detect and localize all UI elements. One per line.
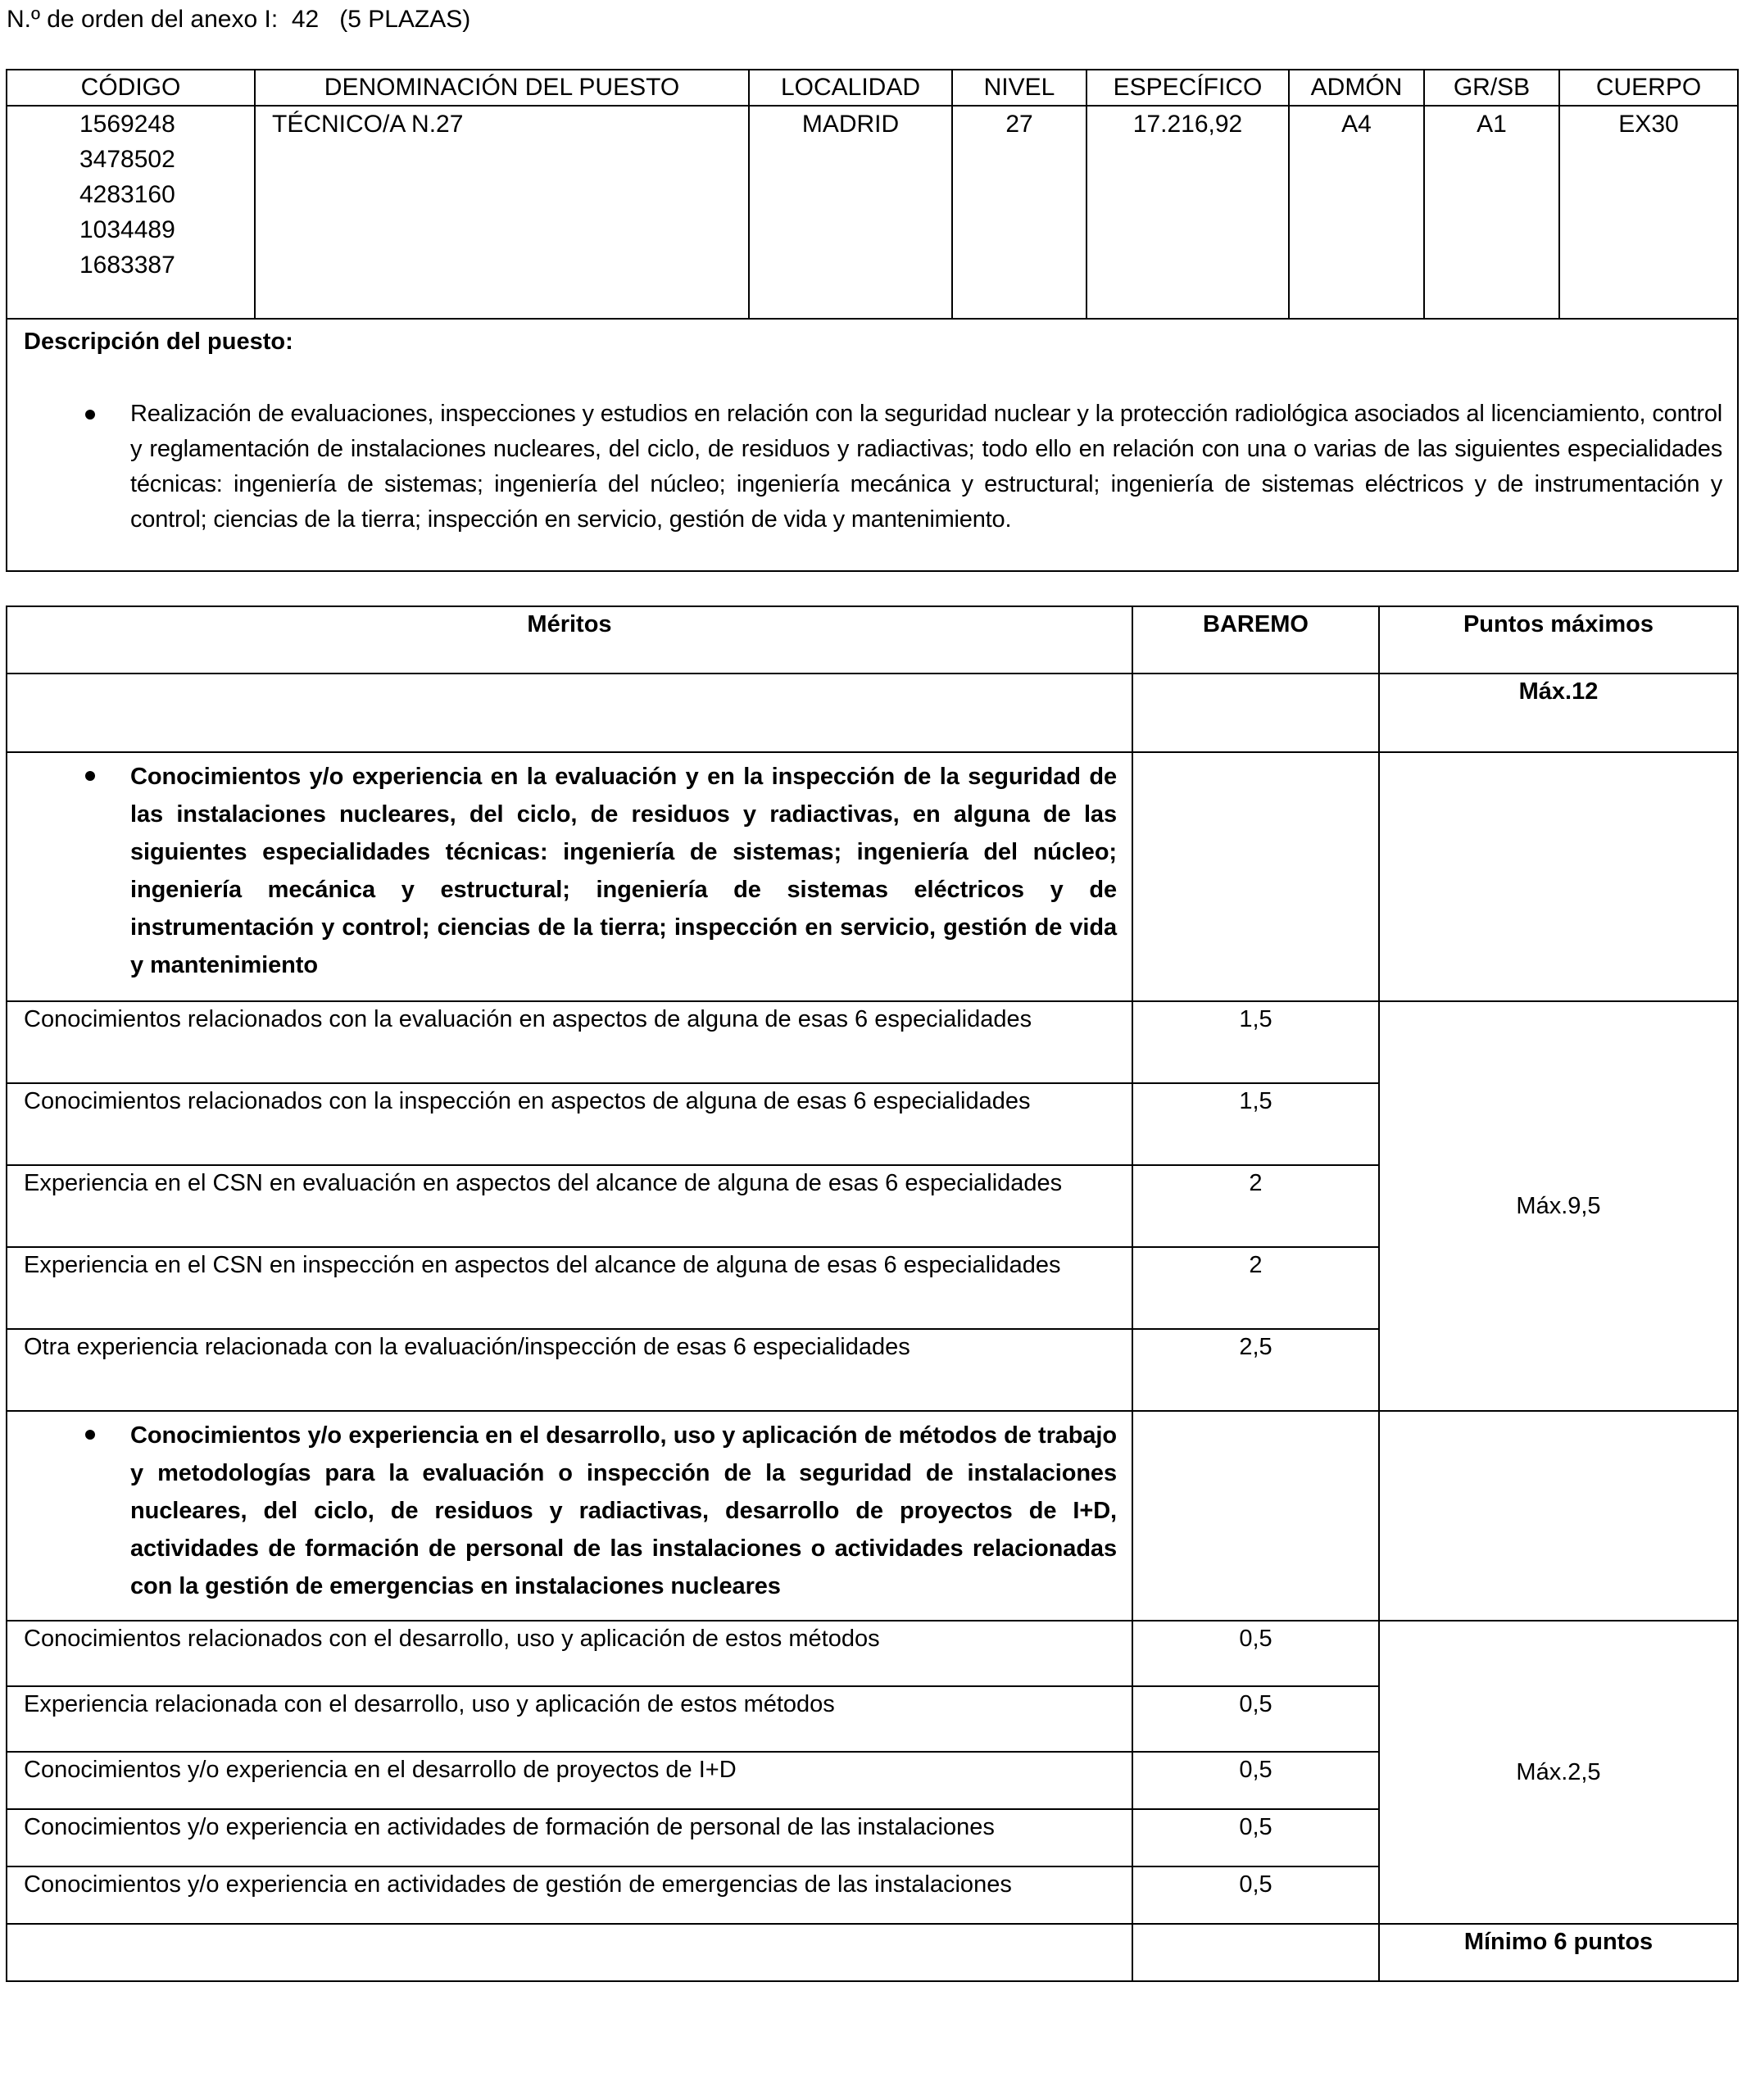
col-admon: ADMÓN	[1289, 70, 1424, 106]
col-nivel: NIVEL	[952, 70, 1086, 106]
code-item: 3478502	[79, 146, 175, 173]
section1-title: Conocimientos y/o experiencia en la evaluación y en la inspección de la seguridad de las instalaciones nucleares, del ciclo, de residuos y radiactivas, en alguna de las siguientes especialidades técnicas: ingeniería de sistemas; ingeniería del núcleo; ingeniería mecánica y estructural; ingeniería de sistemas eléctricos y de instrumentación y control; ciencias de la tierra; inspección en servicio, gestión de vida y mantenimiento	[130, 764, 1117, 978]
merit-label: Experiencia en el CSN en evaluación en aspectos del alcance de alguna de esas 6 especialidades	[7, 1165, 1132, 1247]
code-item: 1034489	[79, 216, 175, 243]
empty-cell	[1132, 1924, 1379, 1981]
section2-title-row	[7, 1411, 1738, 1621]
description-text: Realización de evaluaciones, inspecciones y estudios en relación con la seguridad nuclear y la protección radiológica asociados al licenciamiento, control y reglamentación de instalaciones nucleares, del ciclo, de residuos y radiactivas; todo ello en relación con una o varias de las siguientes especialidades técnicas: ingeniería de sistemas; ingeniería del núcleo; ingeniería mecánica y estructural; ingeniería de sistemas eléctricos y de instrumentación y control; ciencias de la tierra; inspección en servicio, gestión de vida y mantenimiento.	[130, 401, 1722, 533]
merit-baremo: 0,5	[1132, 1752, 1379, 1809]
minimum-points: Mínimo 6 puntos	[1379, 1924, 1738, 1981]
section2-title-cell	[7, 1411, 1132, 1621]
code-item: 1683387	[79, 252, 175, 279]
empty-cell	[7, 1924, 1132, 1981]
merit-baremo: 0,5	[1132, 1809, 1379, 1866]
bullet-icon	[7, 1417, 130, 1605]
merit-baremo: 2,5	[1132, 1329, 1379, 1411]
table-row	[7, 1621, 1738, 1686]
merit-label: Experiencia relacionada con el desarrollo, uso y aplicación de estos métodos	[7, 1686, 1132, 1752]
position-data-row	[7, 106, 1738, 319]
merit-baremo: 0,5	[1132, 1621, 1379, 1686]
merit-baremo: 0,5	[1132, 1686, 1379, 1752]
merit-baremo: 1,5	[1132, 1083, 1379, 1165]
cuerpo-value: EX30	[1559, 106, 1738, 319]
section1-title-cell	[7, 752, 1132, 1001]
header-meritos: Méritos	[7, 606, 1132, 674]
annex-order-header: N.º de orden del anexo I: 42 (5 PLAZAS)	[7, 6, 471, 33]
col-cuerpo: CUERPO	[1559, 70, 1738, 106]
nivel-value: 27	[952, 106, 1086, 319]
minimum-row	[7, 1924, 1738, 1981]
merit-label: Conocimientos relacionados con la evaluación en aspectos de alguna de esas 6 especialidades	[7, 1001, 1132, 1083]
empty-cell	[1379, 752, 1738, 1001]
total-max: Máx.12	[1379, 674, 1738, 752]
description-row	[7, 319, 1738, 571]
merit-baremo: 0,5	[1132, 1866, 1379, 1924]
position-header-row	[7, 70, 1738, 106]
col-codigo: CÓDIGO	[7, 70, 255, 106]
col-grsb: GR/SB	[1424, 70, 1559, 106]
table-row	[7, 1001, 1738, 1083]
denominacion-value: TÉCNICO/A N.27	[255, 106, 749, 319]
merit-baremo: 2	[1132, 1247, 1379, 1329]
total-max-row	[7, 674, 1738, 752]
grsb-value: A1	[1424, 106, 1559, 319]
empty-cell	[1132, 1411, 1379, 1621]
col-localidad: LOCALIDAD	[749, 70, 952, 106]
merit-label: Conocimientos y/o experiencia en actividades de gestión de emergencias de las instalaciones	[7, 1866, 1132, 1924]
merits-header-row	[7, 606, 1738, 674]
merit-baremo: 1,5	[1132, 1001, 1379, 1083]
empty-cell	[7, 674, 1132, 752]
col-especifico: ESPECÍFICO	[1086, 70, 1289, 106]
codes-cell	[7, 106, 255, 319]
empty-cell	[1132, 674, 1379, 752]
merit-label: Conocimientos relacionados con el desarrollo, uso y aplicación de estos métodos	[7, 1621, 1132, 1686]
merit-label: Conocimientos y/o experiencia en el desarrollo de proyectos de I+D	[7, 1752, 1132, 1809]
bullet-icon	[7, 758, 130, 984]
section1-title-row	[7, 752, 1738, 1001]
description-cell	[7, 319, 1738, 571]
bullet-icon	[7, 397, 130, 537]
especifico-value: 17.216,92	[1086, 106, 1289, 319]
section2-max: Máx.2,5	[1379, 1621, 1738, 1924]
localidad-value: MADRID	[749, 106, 952, 319]
header-puntos: Puntos máximos	[1379, 606, 1738, 674]
header-baremo: BAREMO	[1132, 606, 1379, 674]
merit-label: Conocimientos relacionados con la inspección en aspectos de alguna de esas 6 especialidades	[7, 1083, 1132, 1165]
merit-baremo: 2	[1132, 1165, 1379, 1247]
code-item: 1569248	[79, 111, 175, 138]
col-denominacion: DENOMINACIÓN DEL PUESTO	[255, 70, 749, 106]
merit-label: Experiencia en el CSN en inspección en aspectos del alcance de alguna de esas 6 especialidades	[7, 1247, 1132, 1329]
code-item: 4283160	[79, 181, 175, 208]
section2-title: Conocimientos y/o experiencia en el desarrollo, uso y aplicación de métodos de trabajo y metodologías para la evaluación o inspección de la seguridad de instalaciones nucleares, del ciclo, de residuos y radiactivas, desarrollo de proyectos de I+D, actividades de formación de personal de las instalaciones o actividades relacionadas con la gestión de emergencias en instalaciones nucleares	[130, 1422, 1117, 1599]
admon-value: A4	[1289, 106, 1424, 319]
position-table	[6, 69, 1739, 572]
merit-label: Otra experiencia relacionada con la evaluación/inspección de esas 6 especialidades	[7, 1329, 1132, 1411]
description-title: Descripción del puesto:	[24, 329, 293, 355]
empty-cell	[1379, 1411, 1738, 1621]
section1-max: Máx.9,5	[1379, 1001, 1738, 1411]
merits-table	[6, 606, 1739, 1982]
empty-cell	[1132, 752, 1379, 1001]
merit-label: Conocimientos y/o experiencia en actividades de formación de personal de las instalaciones	[7, 1809, 1132, 1866]
